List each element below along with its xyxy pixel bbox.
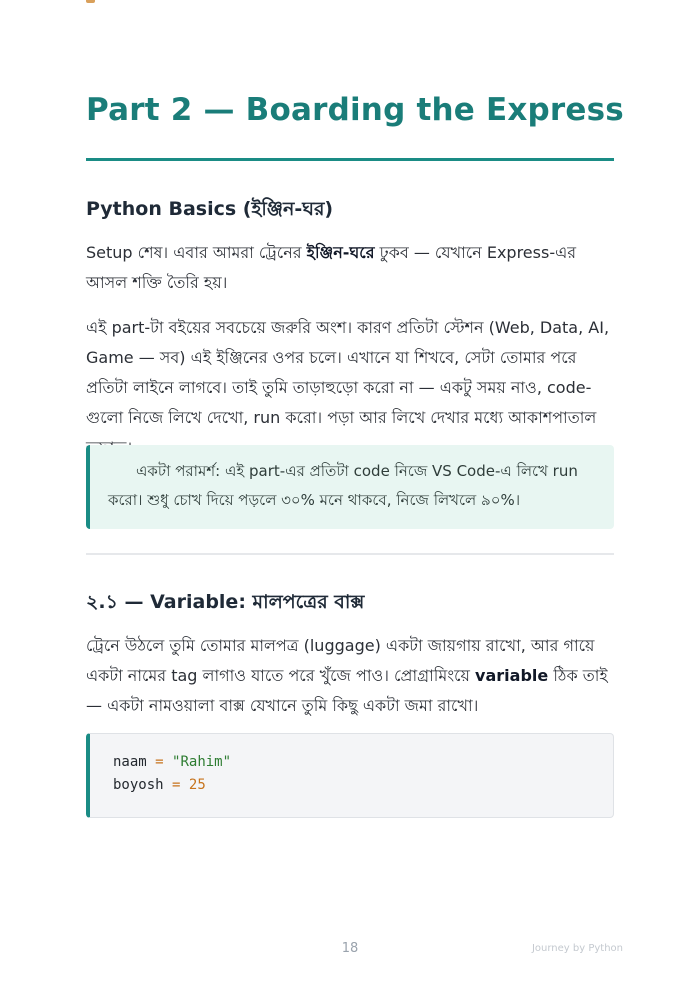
intro-bold-term: ইঞ্জিন-ঘরে [306,243,375,262]
code-operator: = [155,754,164,770]
code-string-value: "Rahim" [172,754,232,770]
tip-callout [86,445,614,529]
intro-paragraph [86,238,614,298]
section-divider [86,553,614,555]
title-rule [86,158,614,161]
variable-text-start: ট্রেনে উঠলে তুমি তোমার মালপত্র (luggage) একটা জায়গায় রাখো, আর গায়ে একটা নামের tag লাগাও যাতে পরে খুঁজে পাও। প্রোগ্রামিংয়ে [86,636,595,685]
code-block [86,733,614,818]
section-heading-basics: Python Basics (ইঞ্জিন-ঘর) [86,198,334,220]
variable-bold-term: variable [475,666,549,685]
section-python-basics [86,195,614,463]
page-number: 18 [341,941,359,956]
section-variable [86,588,614,721]
tip-text: একটা পরামর্শ: এই part-এর প্রতিটা code নিজে VS Code-এ লিখে run করো। শুধু চোখ দিয়ে পড়লে ৩০% মনে থাকবে, নিজে লিখলে ৯০%। [108,462,578,509]
intro-text-start: Setup শেষ। এবার আমরা ট্রেনের [86,243,307,262]
code-operator: = [172,777,181,793]
section-heading-variable: ২.১ — Variable: মালপত্রের বাক্স [86,591,365,613]
code-number-value: 25 [188,777,206,793]
code-var-name: naam [113,754,147,770]
variable-text-end: ঠিক তাই — একটা নামওয়ালা বাক্স যেখানে তুমি কিছু একটা জমা রাখো। [86,666,608,715]
code-line-1 [113,751,613,774]
code-line-2 [113,774,613,797]
footer-brand: Journey by Python [531,943,623,954]
variable-paragraph [86,631,614,721]
corner-mark [86,0,95,3]
importance-paragraph: এই part-টা বইয়ের সবচেয়ে জরুরি অংশ। কারণ প্রতিটা স্টেশন (Web, Data, AI, Game — সব) এই ইঞ্জিনের ওপর চলে। এখানে যা শিখবে, সেটা তোমার পরে প্রতিটা লাইনে লাগবে। তাই তুমি তাড়াহুড়ো করো না — একটু সময় নাও, code-গুলো নিজে লিখে দেখো, run করো। পড়া আর লিখে দেখার মধ্যে আকাশপাতাল [86,318,610,427]
code-var-name: boyosh [113,777,164,793]
page-title: Part 2 — Boarding the Express [86,92,624,128]
intro-text-end: ঢুকব — যেখানে Express-এর আসল শক্তি তৈরি হয়। [86,243,577,292]
